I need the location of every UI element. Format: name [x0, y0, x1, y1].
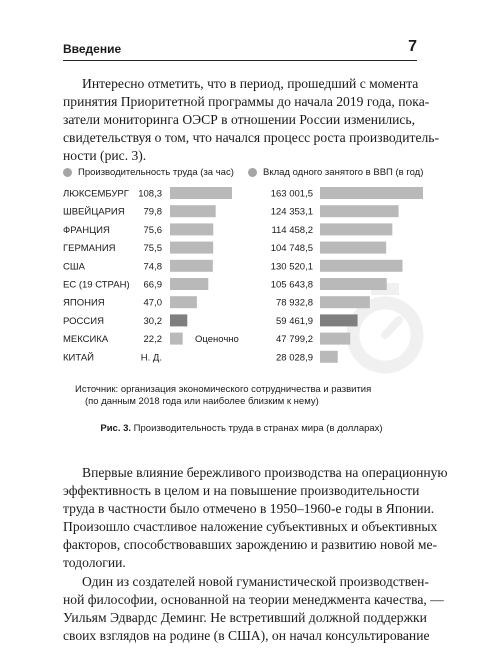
data-label-gdp: 163 001,5	[270, 188, 313, 200]
bar-gdp	[320, 351, 338, 363]
category-label: РОССИЯ	[63, 315, 104, 327]
category-label: США	[63, 261, 85, 273]
bar-productivity	[170, 296, 197, 308]
paragraph-line: Один из создателей новой гуманистической производствен-	[82, 574, 429, 589]
body-paragraph	[63, 573, 444, 645]
paragraph-line: Уильям Эдвардс Деминг. Не встретивший должной поддержки	[63, 610, 427, 625]
figure-label: Рис. 3.	[100, 423, 132, 434]
data-label-gdp: 104 748,5	[270, 243, 313, 255]
running-header	[63, 40, 417, 61]
category-label: ЕС (19 СТРАН)	[63, 279, 130, 291]
paragraph-line: тодологии.	[63, 555, 126, 570]
paragraph-line: свидетельствуя о том, что начался процесс роста производитель-	[63, 130, 439, 145]
legend-label-productivity: Производительность труда (за час)	[78, 167, 234, 178]
data-label-gdp: 124 353,1	[270, 206, 313, 218]
bar-gdp	[320, 205, 399, 217]
paragraph-line: ности (рис. 3).	[63, 148, 147, 163]
bar-productivity	[170, 314, 187, 326]
paragraph-line: труда в частности было отмечено в 1950–1960-е годы в Японии.	[63, 501, 435, 516]
data-label-productivity: 75,5	[143, 243, 162, 255]
stopwatch-icon	[353, 283, 417, 367]
paragraph-line: Интересно отметить, что в период, прошедший с момента	[82, 76, 419, 91]
paragraph-line: эффективность в целом и на повышение производительности	[63, 483, 420, 498]
bar-productivity	[170, 278, 208, 290]
category-label: ГЕРМАНИЯ	[63, 243, 116, 255]
data-label-gdp: 78 932,8	[276, 297, 313, 309]
data-label-productivity: 74,8	[143, 261, 162, 273]
data-label-productivity: 75,6	[143, 224, 162, 236]
legend-label-gdp: Вклад одного занятого в ВВП (в год)	[263, 167, 424, 178]
data-label-productivity: 108,3	[138, 188, 162, 200]
paragraph-line: принятия Приоритетной программы до начала 2019 года, пока-	[63, 94, 430, 109]
bar-productivity	[170, 242, 213, 254]
category-label: ЛЮКСЕМБУРГ	[63, 188, 129, 200]
section-title: Введение	[63, 42, 122, 56]
productivity-chart	[0, 150, 480, 380]
paragraph-line: затели мониторинга ОЭСР в отношении России изменились,	[63, 112, 416, 127]
category-label: МЕКСИКА	[63, 334, 109, 346]
paragraph-line: Впервые влияние бережливого производства на операционную	[82, 465, 448, 480]
bar-productivity	[170, 260, 213, 272]
data-label-productivity: 22,2	[143, 334, 162, 346]
bar-gdp	[320, 278, 387, 290]
data-label-productivity: 47,0	[143, 297, 162, 309]
bar-productivity	[170, 205, 216, 217]
source-line-2: (по данным 2018 года или наиболее близким к нему)	[85, 396, 319, 407]
data-label-gdp: 105 643,8	[270, 279, 313, 291]
bar-gdp	[320, 314, 358, 326]
category-label: ЯПОНИЯ	[63, 297, 105, 309]
data-label-gdp: 114 458,2	[271, 224, 313, 236]
paragraph-line: ной философии, основанной на теории менеджмента качества, —	[63, 592, 444, 607]
data-label-productivity: 79,8	[143, 206, 162, 218]
data-label-gdp: 130 520,1	[270, 261, 313, 273]
chart-source	[75, 384, 415, 408]
figure-caption	[63, 423, 420, 434]
annotation-estimate: Оценочно	[195, 334, 239, 346]
chart-canvas	[0, 150, 480, 380]
bar-gdp	[320, 223, 392, 235]
data-label-productivity: Н. Д.	[140, 352, 162, 364]
paragraph-line: Произошло счастливое наложение субъективных и объективных	[63, 519, 438, 534]
data-label-gdp: 47 799,2	[276, 334, 313, 346]
category-label: КИТАЙ	[63, 352, 95, 364]
bar-gdp	[320, 187, 423, 199]
category-label: ШВЕЙЦАРИЯ	[63, 206, 125, 218]
page-number: 7	[408, 38, 417, 55]
bar-productivity	[170, 187, 232, 199]
source-line-1: Источник: организация экономического сотрудничества и развития	[75, 384, 372, 395]
figure-caption-text: Производительность труда в странах мира (в долларах)	[131, 423, 383, 434]
data-label-productivity: 30,2	[143, 315, 162, 327]
data-label-gdp: 59 461,9	[276, 315, 313, 327]
paragraph-line: факторов, способствовавших зарождению и развитию новой ме-	[63, 537, 438, 552]
bar-productivity	[170, 223, 213, 235]
data-label-gdp: 28 028,9	[276, 352, 313, 364]
bar-productivity	[170, 333, 183, 345]
category-label: ФРАНЦИЯ	[63, 224, 110, 236]
data-label-productivity: 66,9	[143, 279, 162, 291]
paragraph-line: своих взглядов на родине (в США), он начал консультирование	[63, 628, 430, 643]
bar-gdp	[320, 333, 350, 345]
bar-gdp	[320, 260, 402, 272]
bar-gdp	[320, 296, 370, 308]
body-paragraph	[63, 464, 448, 572]
bar-gdp	[320, 242, 386, 254]
stopwatch-hand	[385, 320, 399, 335]
